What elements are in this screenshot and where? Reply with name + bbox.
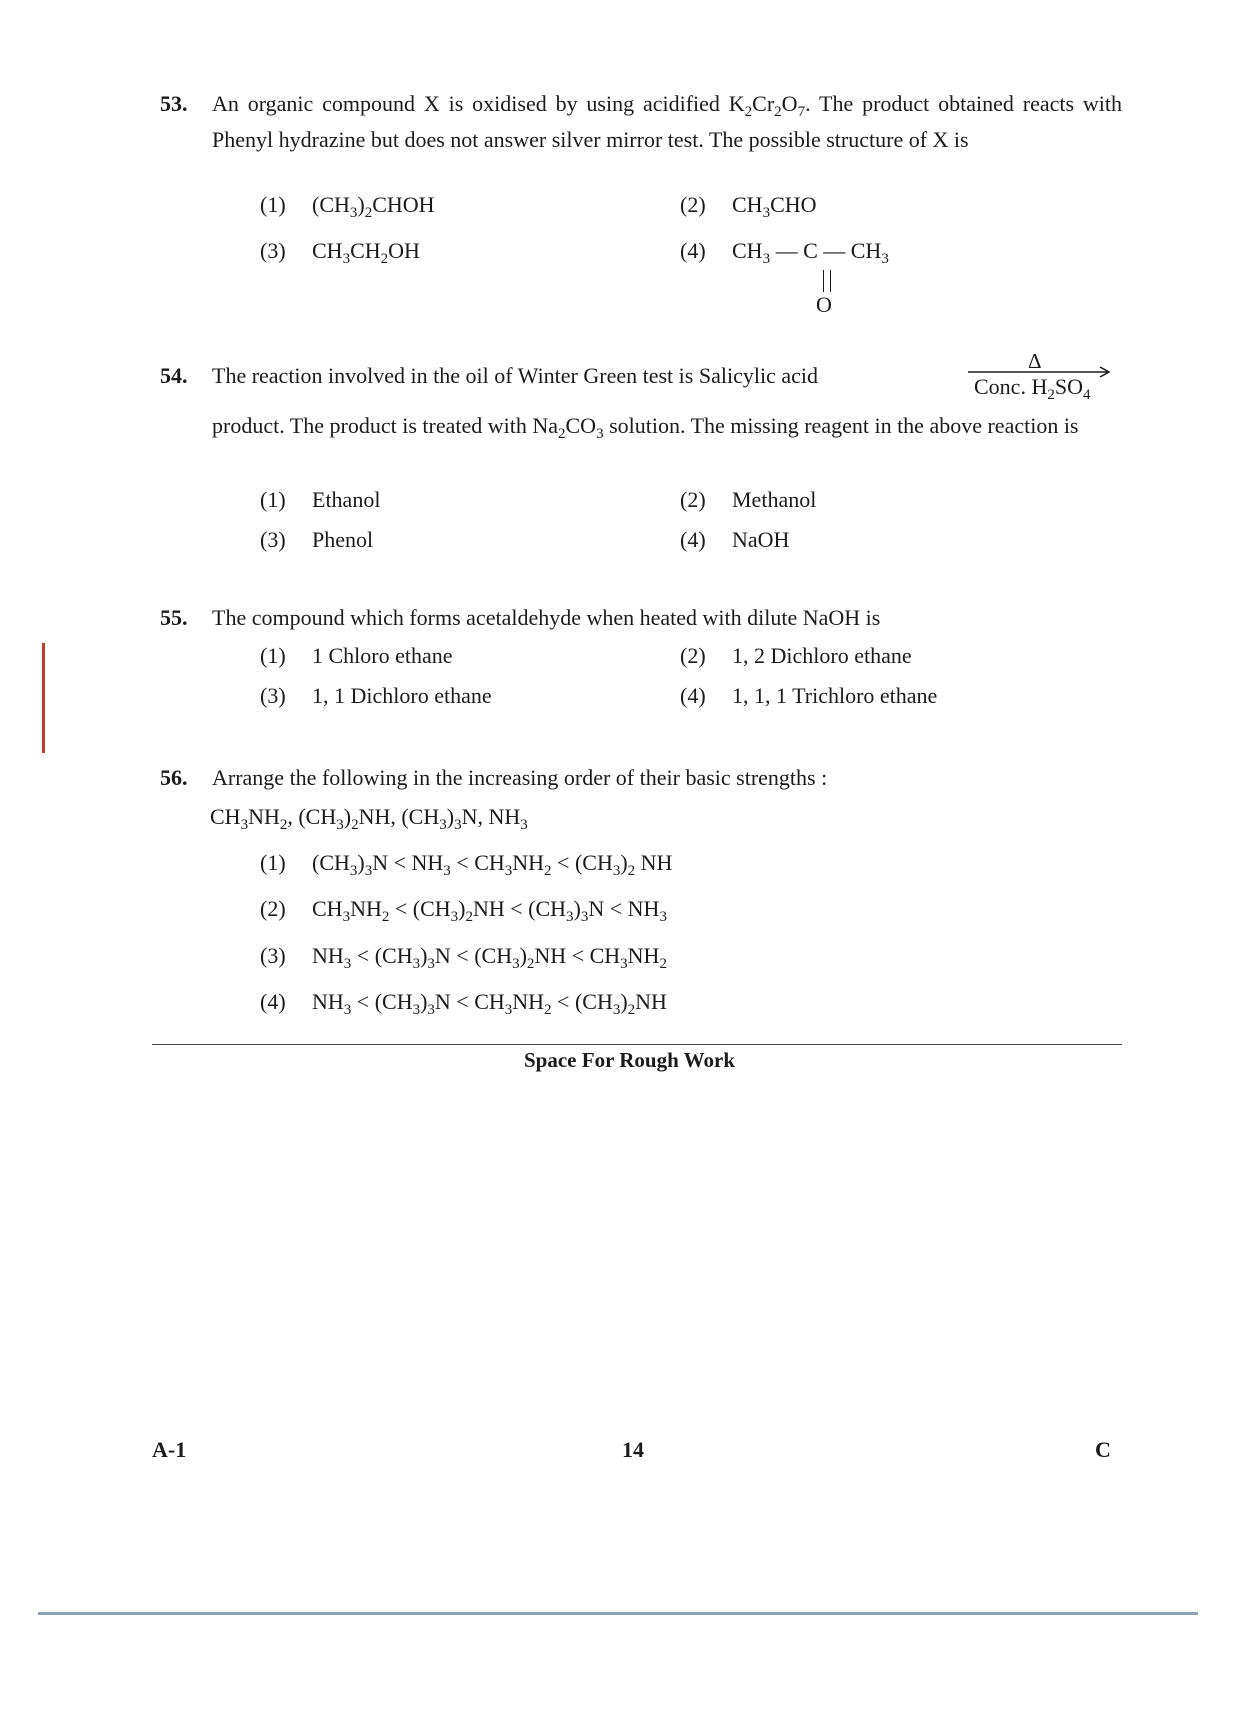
q56-option-1[interactable]: (1) $(CH_3)_3N < NH_3 < CH_3NH_2 < (CH_3)_2$ NH [260,850,673,879]
q53-option-2[interactable]: (2) $CH_3CHO$ [680,192,817,221]
q53-option-3[interactable]: (3) $CH_3CH_2OH$ [260,238,420,267]
page-bottom-rule [38,1612,1198,1615]
q54-option-2[interactable]: (2) Methanol [680,487,817,512]
q55-option-3[interactable]: (3) 1, 1 Dichloro ethane [260,683,492,708]
footer-series-code: C [1095,1437,1111,1462]
reaction-condition-reagent: Conc. $H_2SO_4$ [974,374,1091,403]
q56-compound-list: $CH_3NH_2$, $(CH_3)_2NH$, $(CH_3)_3N$, $NH_3$ [210,804,528,833]
question-56 [160,760,1122,796]
question-text-line1: The reaction involved in the oil of Winter Green test is Salicylic acid [212,363,818,388]
q55-option-4[interactable]: (4) 1, 1, 1 Trichloro ethane [680,683,938,708]
question-number: 54. [160,363,188,388]
question-number: 56. [160,765,188,790]
q56-option-4[interactable]: (4) $NH_3 < (CH_3)_3N < CH_3NH_2 < (CH_3)_2NH$ [260,989,667,1018]
carbonyl-double-bond [823,270,831,292]
question-number: 53. [160,91,188,116]
q56-option-3[interactable]: (3) $NH_3 < (CH_3)_3N < (CH_3)_2NH < CH_3NH_2$ [260,943,667,972]
q54-option-1[interactable]: (1) Ethanol [260,487,381,512]
question-text: The compound which forms acetaldehyde when heated with dilute NaOH is [212,605,881,630]
margin-red-mark [42,643,45,753]
question-53 [160,86,1122,158]
q55-option-2[interactable]: (2) 1, 2 Dichloro ethane [680,643,912,668]
q53-option-1[interactable]: (1) $(CH_3)_2CHOH$ [260,192,435,221]
q54-option-3[interactable]: (3) Phenol [260,527,374,552]
question-text: An organic compound X is oxidised by using acidified $K_2Cr_2O_7$. The product obtained reacts with Phenyl hydrazine but does not answer silver mirror test. The possible structure of X is [212,91,1123,152]
reaction-condition-heat: Δ [1028,349,1042,373]
q56-option-2[interactable]: (2) $CH_3NH_2 < (CH_3)_2NH < (CH_3)_3N < NH_3$ [260,896,667,925]
question-text: Arrange the following in the increasing order of their basic strengths : [212,765,828,790]
footer-booklet-code: A-1 [152,1437,187,1462]
footer-page-number: 14 [622,1437,644,1462]
q54-option-4[interactable]: (4) NaOH [680,527,790,552]
carbonyl-oxygen: O [816,292,832,317]
question-text-rest: product. The product is treated with $Na_2CO_3$ solution. The missing reagent in the above reaction is [212,413,1079,442]
q55-option-1[interactable]: (1) 1 Chloro ethane [260,643,453,668]
rough-work-divider [152,1044,1122,1045]
q53-option-4[interactable]: (4) $CH_3$ — C — $CH_3$ [680,238,889,267]
question-54-continued [160,408,1122,444]
rough-work-label: Space For Rough Work [524,1048,736,1072]
question-55 [160,600,1122,636]
question-number: 55. [160,605,188,630]
